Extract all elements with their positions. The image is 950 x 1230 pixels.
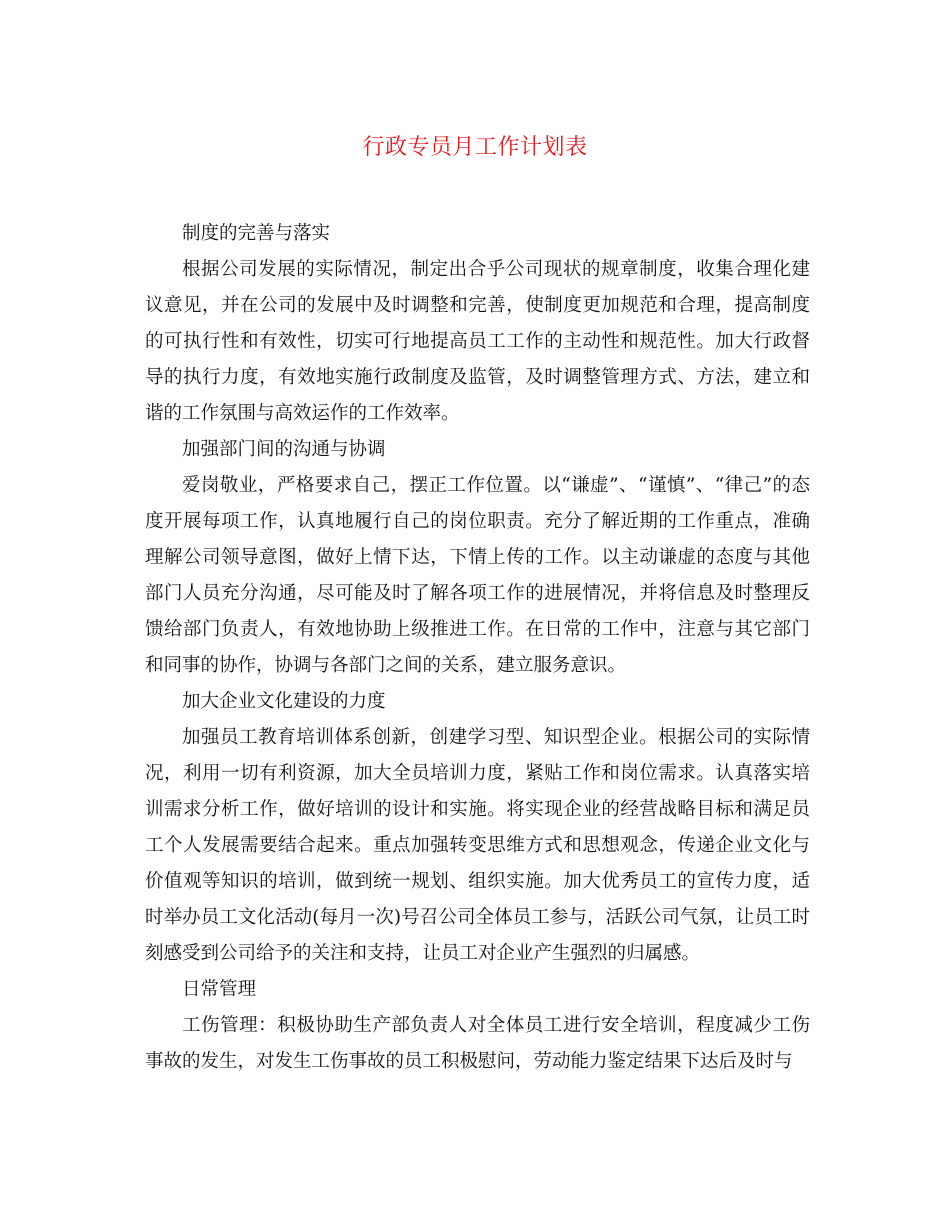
document-title: 行政专员月工作计划表 [362, 135, 588, 160]
section-paragraph: 爱岗敬业，严格要求自己，摆正工作位置。以“谦虚”、“谨慎”、“律己”的态度开展每项工作，认真地履行自己的岗位职责。充分了解近期的工作重点，准确理解公司领导意图，做好上情下达，下情上传的工作。以主动谦虚的态度与其他部门人员充分沟通，尽可能及时了解各项工作的进展情况，并将信息及时整理反馈给部门负责人，有效地协助上级推进工作。在日常的工作中，注意与其它部门和同事的协作，协调与各部门之间的关系，建立服务意识。 [145, 475, 810, 676]
section-paragraph: 根据公司发展的实际情况，制定出合乎公司现状的规章制度，收集合理化建议意见，并在公司的发展中及时调整和完善，使制度更加规范和合理，提高制度的可执行性和有效性，切实可行地提高员工工作的主动性和规范性。加大行政督导的执行力度，有效地实施行政制度及监管，及时调整管理方式、方法，建立和谐的工作氛围与高效运作的工作效率。 [145, 259, 810, 424]
section-paragraph: 加强员工教育培训体系创新，创建学习型、知识型企业。根据公司的实际情况，利用一切有利资源，加大全员培训力度，紧贴工作和岗位需求。认真落实培训需求分析工作，做好培训的设计和实施。将实现企业的经营战略目标和满足员工个人发展需要结合起来。重点加强转变思维方式和思想观念，传递企业文化与价值观等知识的培训，做到统一规划、组织实施。加大优秀员工的宣传力度，适时举办员工文化活动(每月一次)号召公司全体员工参与，活跃公司气氛，让员工时刻感受到公司给予的关注和支持，让员工对企业产生强烈的归属感。 [145, 727, 810, 964]
section-heading: 加强部门间的沟通与协调 [182, 439, 386, 460]
section-heading: 日常管理 [182, 979, 257, 1000]
section-heading: 制度的完善与落实 [182, 223, 331, 244]
section-paragraph: 工伤管理：积极协助生产部负责人对全体员工进行安全培训，程度减少工伤事故的发生，对发生工伤事故的员工积极慰问，劳动能力鉴定结果下达后及时与 [145, 1015, 810, 1072]
section-heading: 加大企业文化建设的力度 [182, 691, 386, 712]
document-body [145, 216, 810, 1080]
